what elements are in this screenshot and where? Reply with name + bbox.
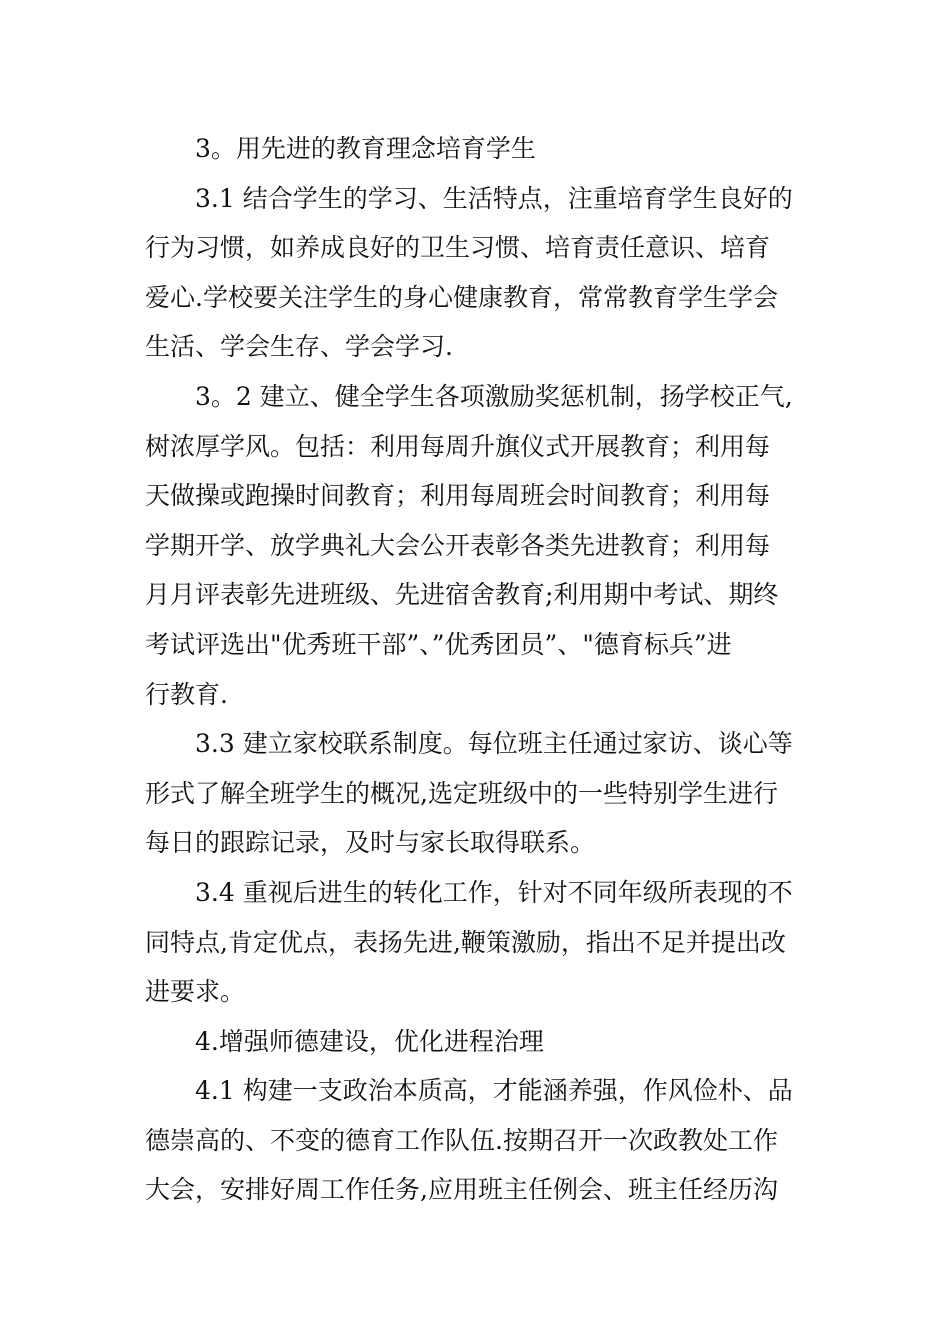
text-line: 3.3 建立家校联系制度。每位班主任通过家访、谈心等: [195, 729, 793, 759]
paragraph-3-3: [145, 719, 805, 868]
text-line: 德崇高的、不变的德育工作队伍.按期召开一次政教处工作: [145, 1125, 778, 1155]
text-line: 3。用先进的教育理念培育学生: [195, 134, 536, 163]
text-line: 行教育.: [145, 679, 228, 709]
section-heading-4: [145, 1017, 805, 1067]
text-line: 同特点,肯定优点，表扬先进,鞭策激励，指出不足并提出改: [145, 927, 786, 957]
text-line: 3.4 重视后进生的转化工作，针对不同年级所表现的不: [195, 877, 793, 907]
paragraph-3-1: [145, 174, 805, 372]
text-line: 大会，安排好周工作任务,应用班主任例会、班主任经历沟: [145, 1175, 778, 1205]
text-line: 3.1 结合学生的学习、生活特点，注重培育学生良好的: [195, 183, 793, 213]
document-body: [145, 124, 805, 1215]
text-line: 树浓厚学风。包括：利用每周升旗仪式开展教育；利用每: [145, 431, 771, 461]
text-line: 生活、学会生存、学会学习.: [145, 332, 453, 362]
text-line: 每日的跟踪记录，及时与家长取得联系。: [145, 828, 596, 858]
text-line: 形式了解全班学生的概况,选定班级中的一些特别学生进行: [145, 778, 778, 808]
text-line: 3。2 建立、健全学生各项激励奖惩机制，扬学校正气,: [195, 381, 793, 411]
paragraph-3-2: [145, 372, 805, 719]
text-line: 天做操或跑操时间教育；利用每周班会时间教育；利用每: [145, 481, 771, 511]
text-line: 4.增强师德建设，优化进程治理: [195, 1026, 544, 1056]
text-line: 4.1 构建一支政治本质高，才能涵养强，作风俭朴、品: [195, 1076, 793, 1106]
text-line: 月月评表彰先进班级、先进宿舍教育;利用期中考试、期终: [145, 580, 779, 610]
text-line: 行为习惯，如养成良好的卫生习惯、培育责任意识、培育: [145, 233, 771, 263]
paragraph-3-4: [145, 868, 805, 1017]
text-line: 学期开学、放学典礼大会公开表彰各类先进教育；利用每: [145, 530, 771, 560]
section-heading-3: [145, 124, 805, 174]
text-line: 爱心.学校要关注学生的身心健康教育，常常教育学生学会: [145, 282, 778, 312]
text-line: 考试评选出"优秀班干部”、”优秀团员”、"德育标兵”进: [145, 629, 732, 659]
paragraph-4-1: [145, 1066, 805, 1215]
text-line: 进要求。: [145, 977, 246, 1007]
